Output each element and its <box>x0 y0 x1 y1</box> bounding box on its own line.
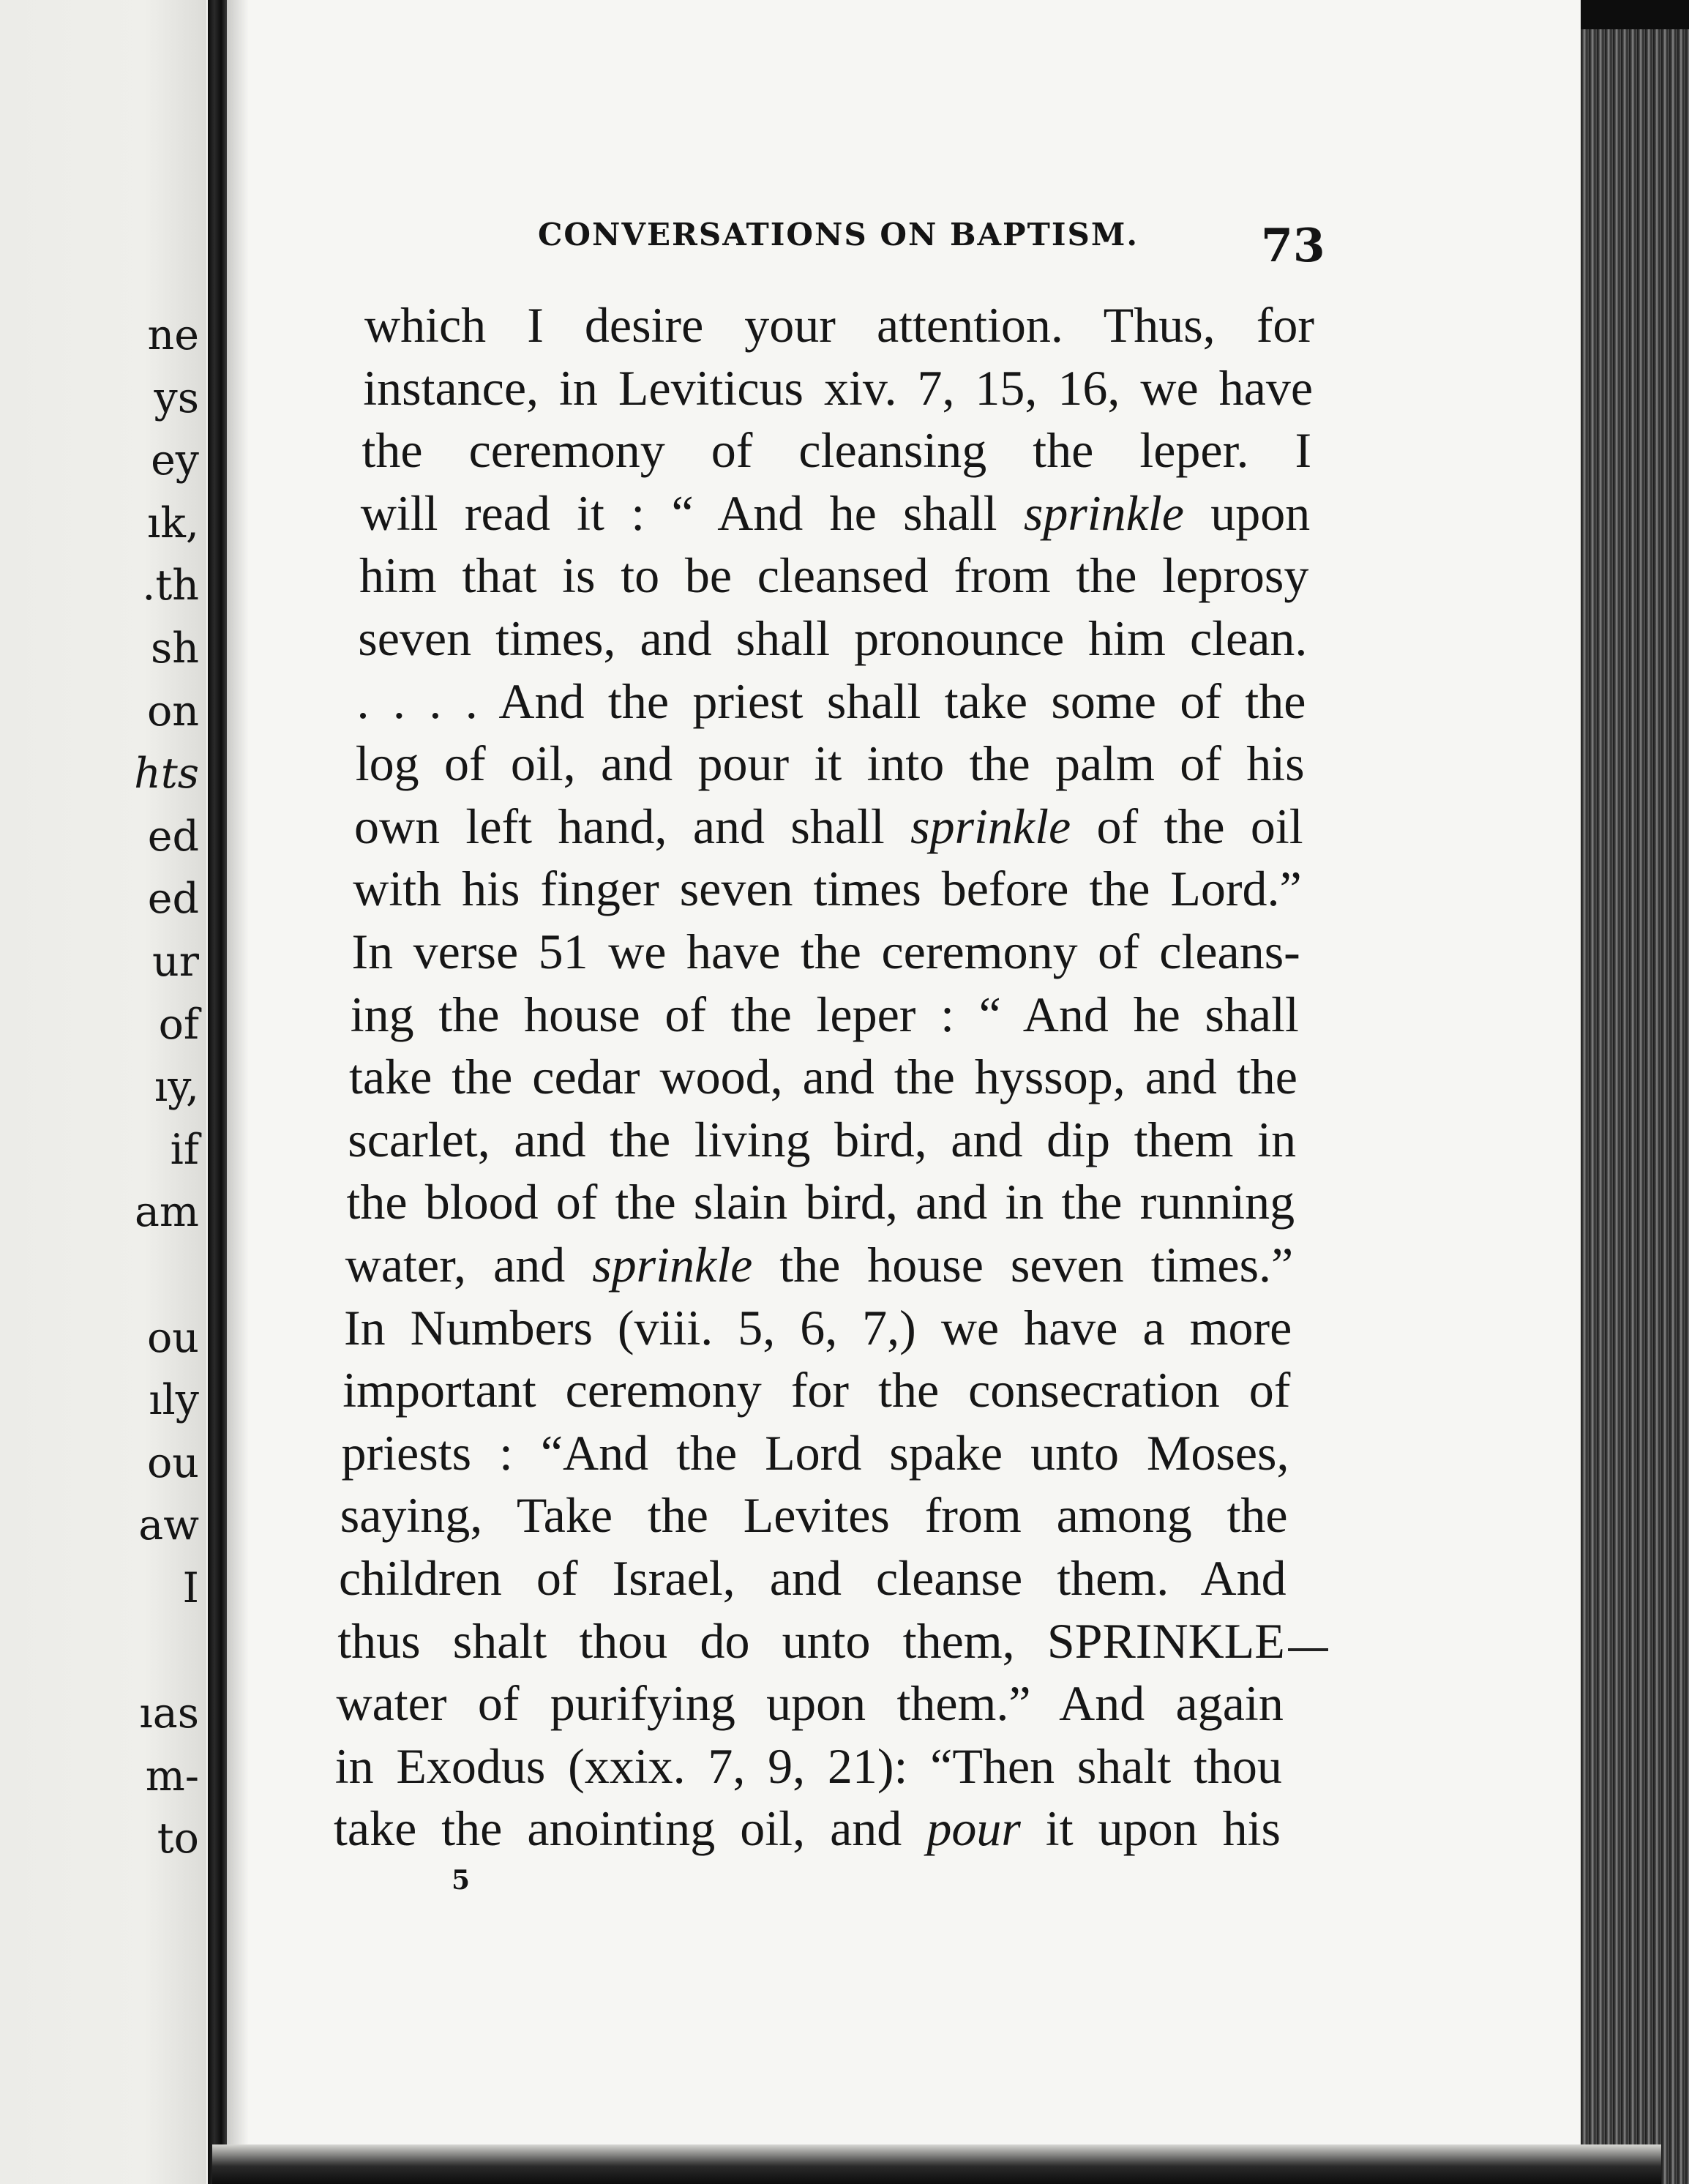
italic-word: sprinkle <box>1023 485 1184 541</box>
text-run: of the oil <box>1071 798 1303 854</box>
text-run: scarlet, and the living bird, and dip them in <box>348 1111 1297 1167</box>
text-line <box>364 297 1314 353</box>
text-line <box>345 1237 1294 1293</box>
text-line <box>334 1738 1282 1794</box>
text-run: log of oil, and pour it into the palm of his <box>355 736 1305 792</box>
text-line <box>363 359 1314 416</box>
text-run: saying, Take the Levites from among the <box>340 1487 1288 1544</box>
text-run: In verse 51 we have the ceremony of cleans- <box>351 924 1300 979</box>
text-run: him that is to be cleansed from the leprosy <box>359 547 1309 604</box>
facing-fragment: ou <box>146 1313 199 1362</box>
text-run: in Exodus (xxix. 7, 9, 21): “Then shalt thou <box>334 1738 1282 1794</box>
text-run: priests : “And the Lord spake unto Moses, <box>341 1424 1289 1481</box>
text-run: take the anointing oil, and <box>334 1800 927 1857</box>
facing-fragment: of <box>158 1000 199 1049</box>
facing-fragment: hts <box>134 749 199 799</box>
text-run: water, and <box>345 1237 593 1293</box>
facing-fragment: sh <box>151 624 199 673</box>
facing-fragment: am <box>134 1188 199 1237</box>
text-run: instance, in Leviticus xiv. 7, 15, 16, we have <box>363 359 1314 416</box>
text-line <box>336 1675 1284 1732</box>
book-gutter <box>208 0 227 2184</box>
text-run: take the cedar wood, and the hyssop, and the <box>349 1049 1297 1105</box>
text-line <box>342 1362 1291 1418</box>
facing-fragment: ık, <box>147 498 199 547</box>
text-run: important ceremony for the consecration of <box>342 1362 1291 1418</box>
facing-fragment: ne <box>147 311 199 359</box>
facing-fragment: ys <box>154 373 199 422</box>
gutter-shadow <box>227 0 249 2184</box>
text-line <box>346 1174 1295 1230</box>
text-line <box>356 673 1306 729</box>
text-run: seven times, and shall pronounce him clean. <box>358 610 1308 666</box>
text-line <box>348 1111 1297 1167</box>
text-line <box>351 924 1300 979</box>
text-run: In Numbers (viii. 5, 6, 7,) we have a more <box>344 1299 1292 1355</box>
text-run: it upon his <box>1020 1800 1281 1857</box>
text-run: ing the house of the leper : “ And he shall <box>350 986 1299 1042</box>
page-number: 73 <box>1261 218 1325 272</box>
facing-fragment: aw <box>138 1501 199 1550</box>
text-line <box>362 422 1312 479</box>
text-line <box>340 1487 1288 1544</box>
facing-fragment: .th <box>142 561 199 610</box>
facing-fragment: ou <box>146 1438 199 1487</box>
text-line <box>353 861 1302 917</box>
text-run: will read it : “ And he shall <box>360 485 1024 541</box>
facing-fragment: to <box>157 1814 199 1863</box>
facing-fragment: if <box>170 1125 199 1174</box>
facing-fragment: ıas <box>139 1689 199 1738</box>
italic-word: pour <box>926 1800 1021 1857</box>
facing-fragment: on <box>146 687 199 736</box>
facing-fragment: m- <box>145 1751 199 1800</box>
text-run: the ceremony of cleansing the leper. I <box>362 422 1312 479</box>
page-edges-top <box>1581 0 1689 29</box>
signature-mark: 5 <box>452 1865 471 1896</box>
text-run: which I desire your attention. Thus, for <box>364 297 1314 353</box>
text-line <box>354 798 1303 854</box>
text-run: thus shalt thou do unto them, SPRINKLE <box>337 1612 1285 1669</box>
text-line <box>341 1424 1289 1481</box>
page-bottom-edge <box>212 2144 1661 2184</box>
facing-fragment: ed <box>147 812 199 861</box>
text-line <box>350 986 1299 1042</box>
text-run: . . . . And the priest shall take some of the <box>356 673 1306 729</box>
italic-word: sprinkle <box>592 1237 753 1293</box>
text-line <box>349 1049 1297 1105</box>
facing-fragment: ıly <box>149 1376 199 1425</box>
text-line <box>344 1299 1292 1355</box>
facing-page <box>0 0 206 2184</box>
text-run: upon <box>1183 485 1311 541</box>
facing-fragment: ed <box>147 875 199 924</box>
facing-fragment: ur <box>152 938 199 986</box>
running-head: CONVERSATIONS ON BAPTISM. <box>538 217 1139 253</box>
text-run: the blood of the slain bird, and in the running <box>346 1174 1295 1230</box>
margin-mark <box>1288 1648 1328 1651</box>
text-line <box>358 610 1308 666</box>
text-line <box>339 1550 1287 1606</box>
text-line <box>334 1800 1281 1857</box>
italic-word: sprinkle <box>910 798 1071 854</box>
text-run: with his finger seven times before the Lord.” <box>353 861 1302 917</box>
text-run: the house seven times.” <box>752 1237 1294 1293</box>
text-line <box>359 547 1309 604</box>
facing-fragment: ıy, <box>154 1063 199 1112</box>
page-edges <box>1581 0 1689 2184</box>
text-line <box>355 736 1305 792</box>
text-run: children of Israel, and cleanse them. And <box>339 1550 1287 1606</box>
text-line <box>337 1612 1285 1669</box>
text-run: own left hand, and shall <box>354 798 911 854</box>
facing-fragment: ey <box>151 436 199 485</box>
facing-fragment: I <box>182 1564 199 1612</box>
text-line <box>360 485 1311 541</box>
text-run: water of purifying upon them.” And again <box>336 1675 1284 1732</box>
